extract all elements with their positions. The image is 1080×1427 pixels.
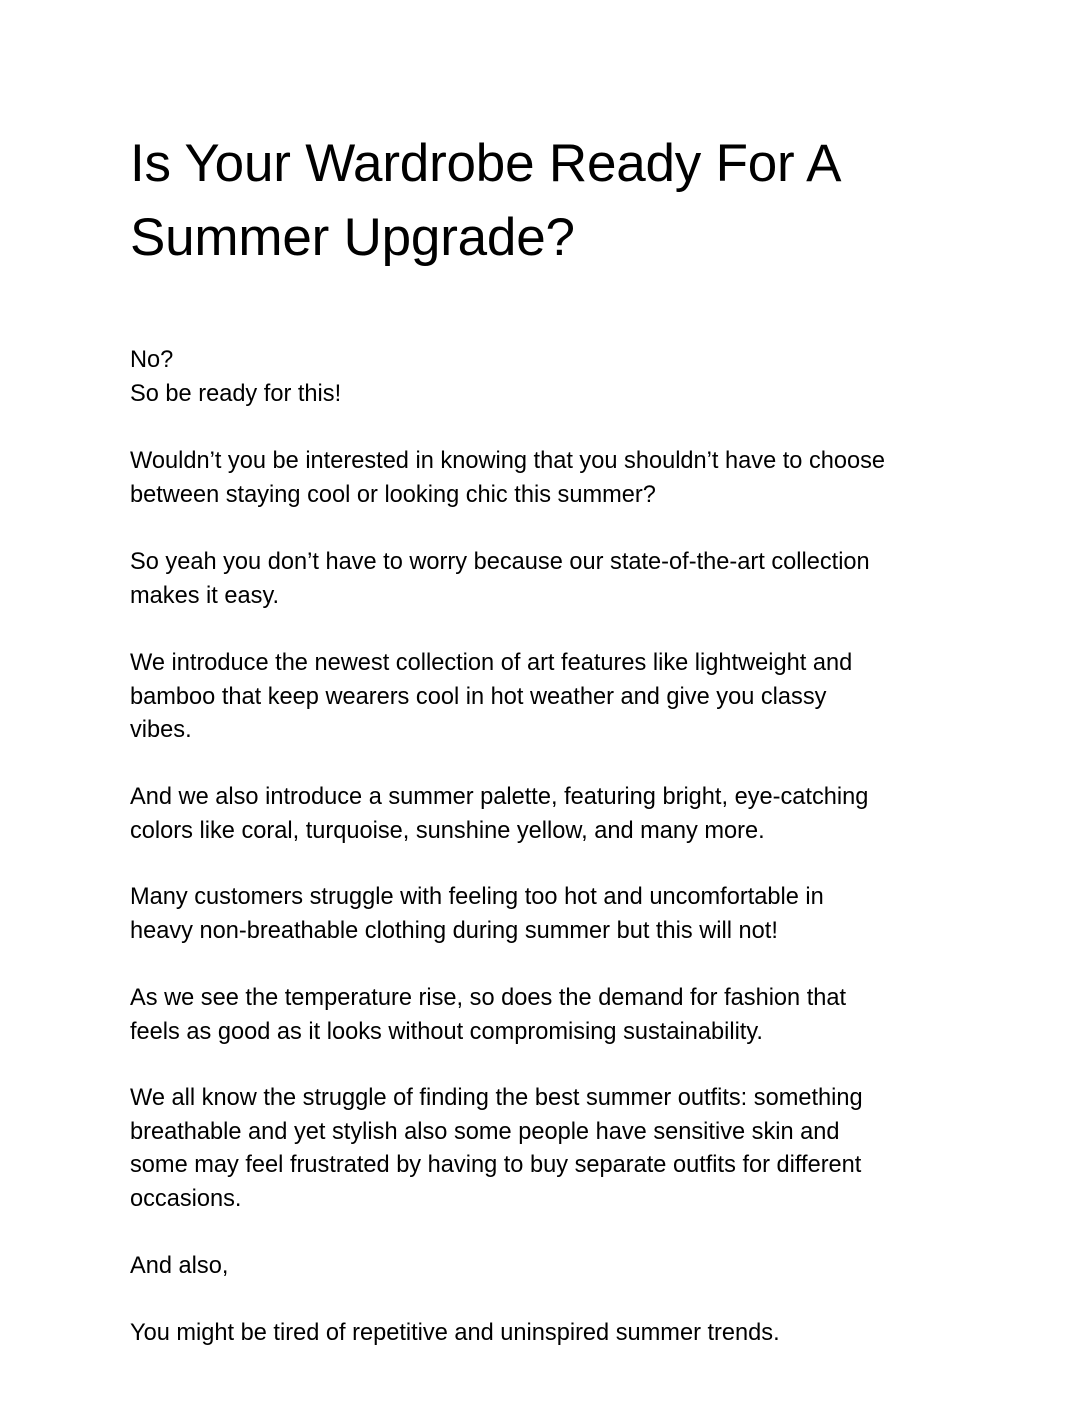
paragraph-no: No? So be ready for this! — [130, 347, 342, 407]
paragraph-new-collection: We introduce the newest collection of art features like lightweight and bamboo that keep wearers cool in hot weather and give you classy vibes. — [130, 650, 853, 743]
document-title: Is Your Wardrobe Ready For A Summer Upgrade? — [130, 134, 842, 267]
paragraph-dont-worry: So yeah you don’t have to worry because our state-of-the-art collection makes it easy. — [130, 549, 870, 609]
paragraph-repetitive-trends: You might be tired of repetitive and uninspired summer trends. — [130, 1320, 780, 1346]
paragraph-and-also: And also, — [130, 1253, 229, 1279]
paragraph-customers-struggle: Many customers struggle with feeling too hot and uncomfortable in heavy non-breathable clothing during summer but this will not! — [130, 884, 824, 944]
paragraph-temperature-rise: As we see the temperature rise, so does the demand for fashion that feels as good as it looks without compromising sustainability. — [130, 985, 847, 1045]
paragraph-best-outfits: We all know the struggle of finding the best summer outfits: something breathable and yet stylish also some people have sensitive skin and some may feel frustrated by having to buy separate outfits for different occasions. — [130, 1085, 863, 1212]
paragraph-summer-palette: And we also introduce a summer palette, featuring bright, eye-catching colors like coral, turquoise, sunshine yellow, and many more. — [130, 784, 869, 844]
paragraph-interested: Wouldn’t you be interested in knowing that you shouldn’t have to choose between staying cool or looking chic this summer? — [130, 448, 886, 508]
